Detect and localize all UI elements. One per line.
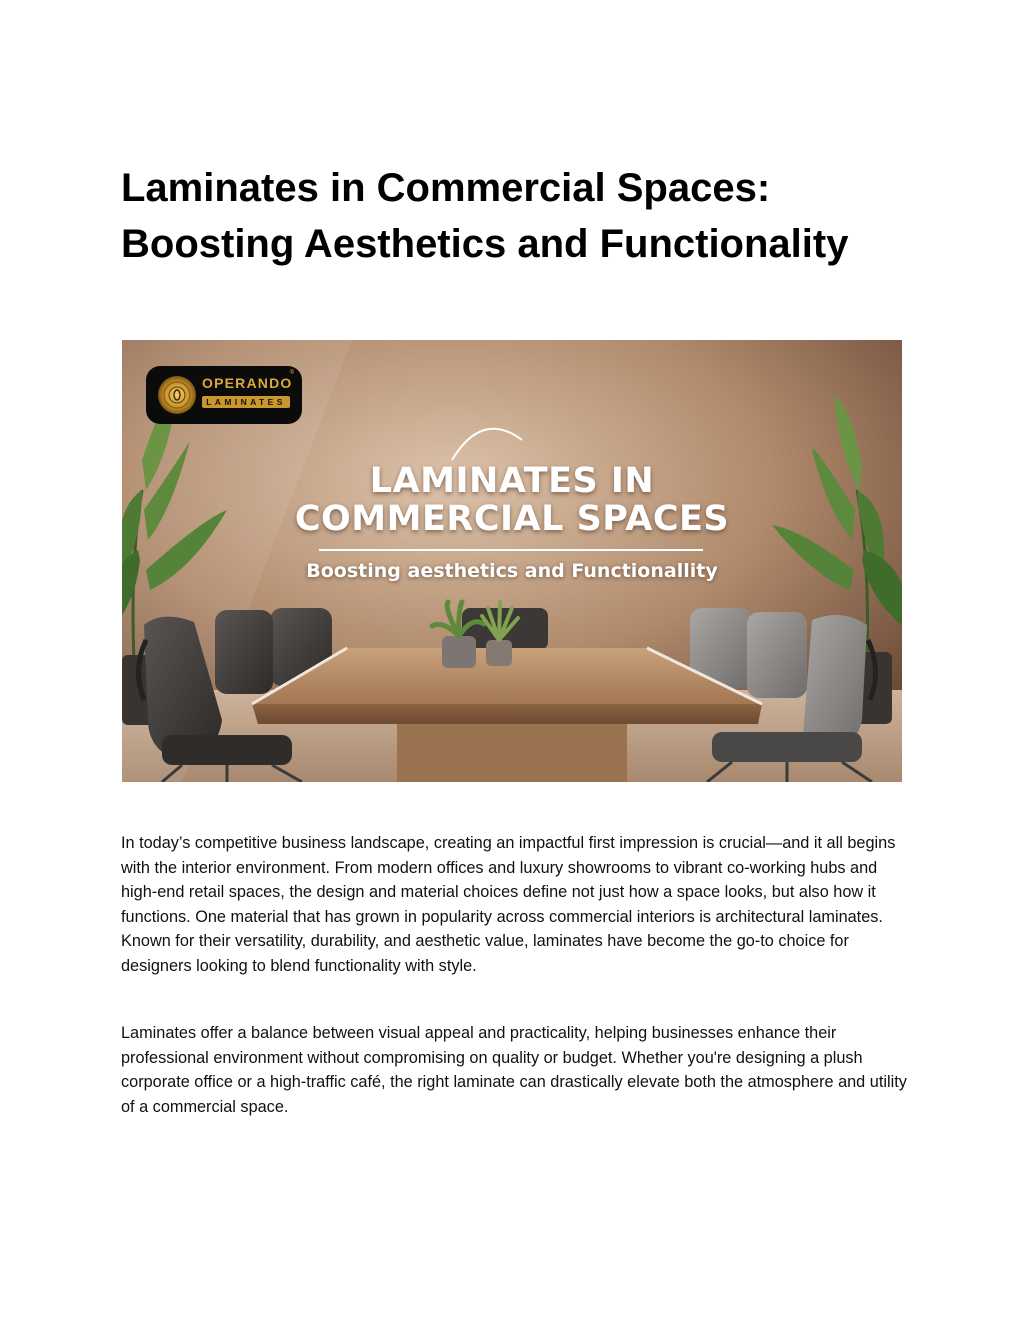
- hero-divider: [319, 549, 703, 551]
- registered-mark: ®: [289, 370, 294, 376]
- page-title: Laminates in Commercial Spaces: Boosting Aesthetics and Functionality: [121, 166, 849, 266]
- logo-sub-text: LAMINATES: [202, 396, 290, 408]
- hero-image: [122, 340, 902, 782]
- brand-logo: [146, 366, 302, 424]
- hero-heading: LAMINATES IN COMMERCIAL SPACES: [294, 461, 730, 539]
- hero-subheading: Boosting aesthetics and Functionallity: [306, 560, 718, 582]
- logo-emblem-icon: [156, 374, 198, 416]
- paragraph-balance: Laminates offer a balance between visual appeal and practicality, helping businesses enhance their professional environment without compromising on quality or budget. Whether you're designing a plush corporate office or a high-traffic café, the right laminate can drastically elevate both the atmosphere and utility of a commercial space.: [121, 1024, 907, 1116]
- paragraph-intro: In today’s competitive business landscape, creating an impactful first impression is crucial—and it all begins with the interior environment. From modern offices and luxury showrooms to vibrant co-working hubs and high-end retail spaces, the design and material choices define not just how a space looks, but also how it functions. One material that has grown in popularity across commercial interiors is architectural laminates. Known for their versatility, durability, and aesthetic value, laminates have become the go-to choice for designers looking to blend functionality with style.: [121, 834, 896, 975]
- logo-brand-text: OPERANDO: [202, 375, 293, 391]
